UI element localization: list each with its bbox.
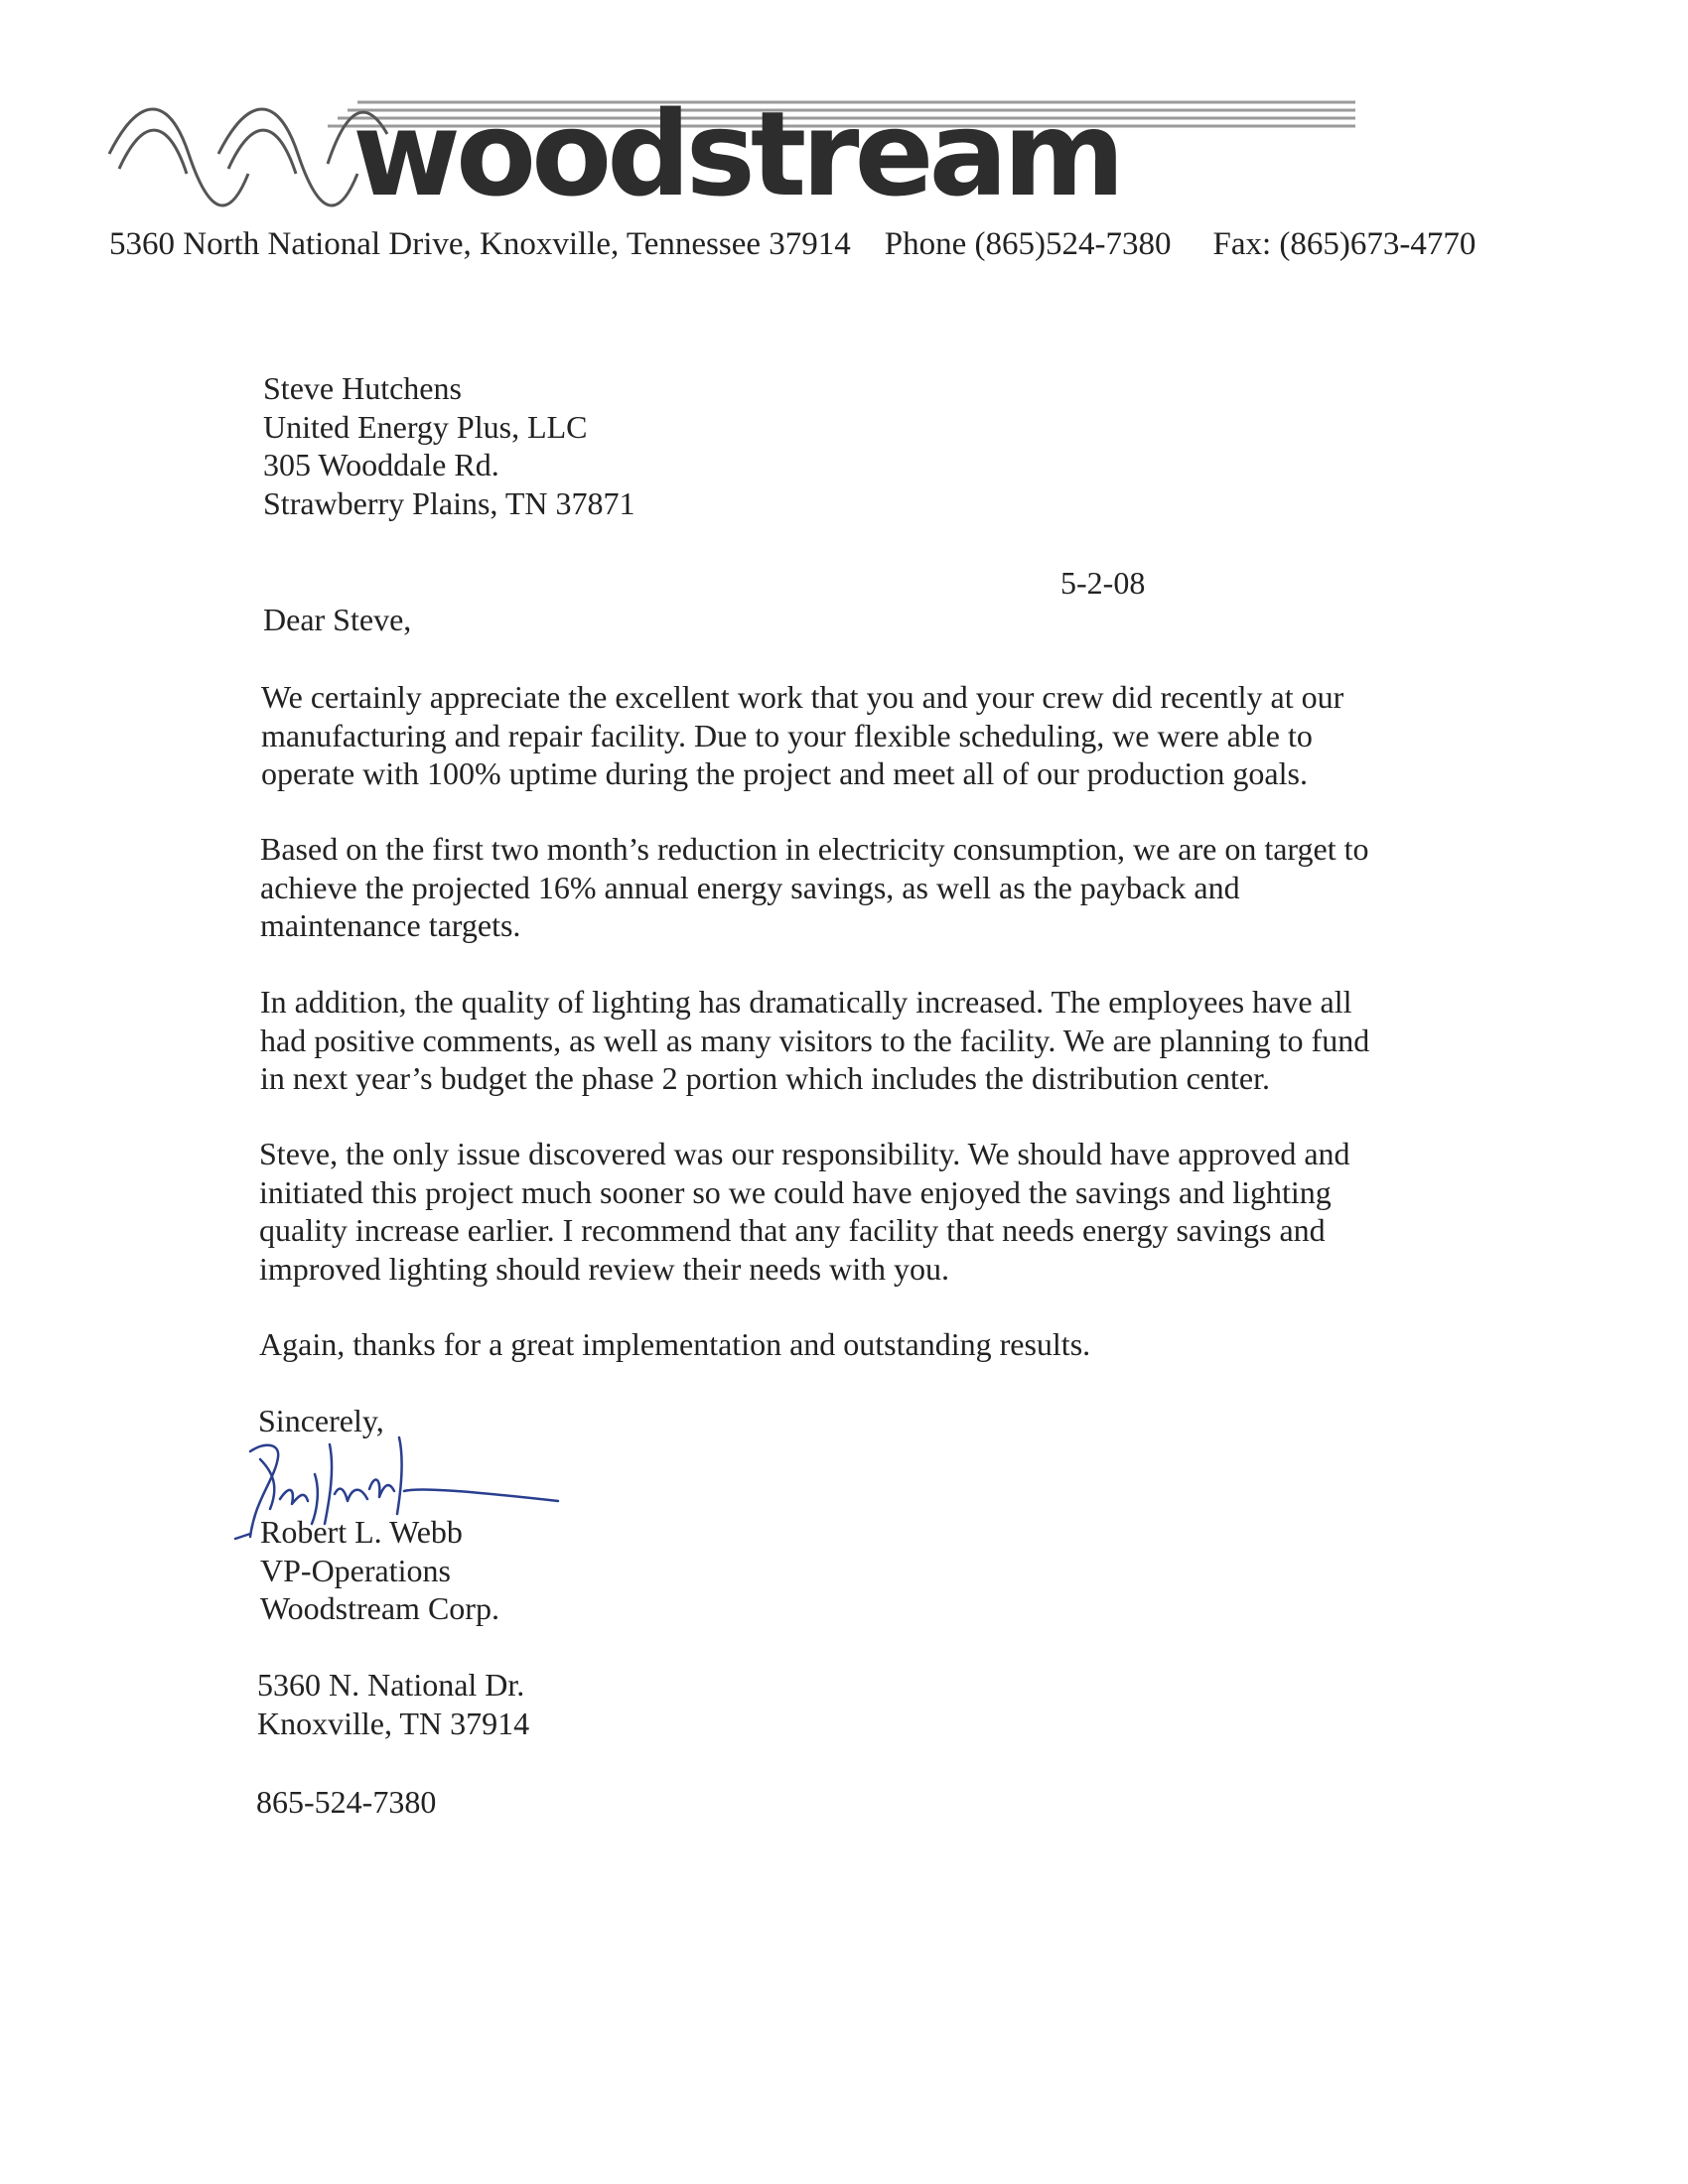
paragraph-line: Steve, the only issue discovered was our responsibility. We should have approved and bbox=[259, 1136, 1350, 1171]
sender-street: 5360 N. National Dr. bbox=[257, 1667, 525, 1703]
paragraph-line: had positive comments, as well as many visitors to the facility. We are planning to fund bbox=[260, 1022, 1370, 1058]
paragraph-line: achieve the projected 16% annual energy savings, as well as the payback and bbox=[260, 869, 1240, 905]
paragraph-line: quality increase earlier. I recommend that any facility that needs energy savings and bbox=[259, 1212, 1326, 1248]
recipient-street: 305 Wooddale Rd. bbox=[263, 447, 499, 482]
signer-company: Woodstream Corp. bbox=[260, 1590, 499, 1626]
company-fax: Fax: (865)673-4770 bbox=[1212, 226, 1477, 262]
paragraph-2 bbox=[260, 830, 1368, 945]
paragraph-line: operate with 100% uptime during the project and meet all of our production goals. bbox=[261, 755, 1308, 791]
company-address: 5360 North National Drive, Knoxville, Tennessee 37914 bbox=[109, 226, 851, 262]
closing: Sincerely, bbox=[258, 1403, 384, 1438]
recipient-name: Steve Hutchens bbox=[263, 370, 462, 406]
paragraph-line: Based on the first two month’s reduction in electricity consumption, we are on target to bbox=[260, 831, 1369, 867]
salutation: Dear Steve, bbox=[263, 602, 412, 637]
paragraph-1 bbox=[261, 678, 1343, 793]
sender-phone: 865-524-7380 bbox=[256, 1784, 437, 1820]
signer-title: VP-Operations bbox=[260, 1552, 451, 1588]
paragraph-5: Again, thanks for a great implementation and outstanding results. bbox=[259, 1326, 1091, 1362]
paragraph-line: manufacturing and repair facility. Due to your flexible scheduling, we were able to bbox=[261, 717, 1313, 753]
paragraph-line: improved lighting should review their needs with you. bbox=[259, 1250, 949, 1287]
company-phone: Phone (865)524-7380 bbox=[884, 226, 1172, 262]
recipient-company: United Energy Plus, LLC bbox=[263, 408, 588, 445]
paragraph-line: We certainly appreciate the excellent work that you and your crew did recently at our bbox=[261, 679, 1344, 715]
recipient-block bbox=[263, 369, 634, 522]
paragraph-line: in next year’s budget the phase 2 portion which includes the distribution center. bbox=[260, 1060, 1270, 1096]
sender-address-block bbox=[257, 1666, 529, 1742]
letterhead-contact bbox=[109, 226, 1476, 263]
paragraph-line: initiated this project much sooner so we could have enjoyed the savings and lighting bbox=[259, 1173, 1332, 1210]
letter-date: 5-2-08 bbox=[1060, 565, 1146, 601]
paragraph-line: In addition, the quality of lighting has dramatically increased. The employees have all bbox=[260, 984, 1352, 1020]
letterhead bbox=[0, 0, 1688, 278]
sender-city: Knoxville, TN 37914 bbox=[257, 1705, 530, 1741]
paragraph-4 bbox=[259, 1135, 1350, 1288]
paragraph-3 bbox=[260, 983, 1369, 1098]
recipient-city: Strawberry Plains, TN 37871 bbox=[263, 484, 635, 521]
signer-name: Robert L. Webb bbox=[260, 1514, 463, 1550]
paragraph-line: maintenance targets. bbox=[260, 907, 521, 943]
signer-block bbox=[260, 1513, 499, 1628]
logo-wordmark: woodstream bbox=[352, 85, 1121, 222]
